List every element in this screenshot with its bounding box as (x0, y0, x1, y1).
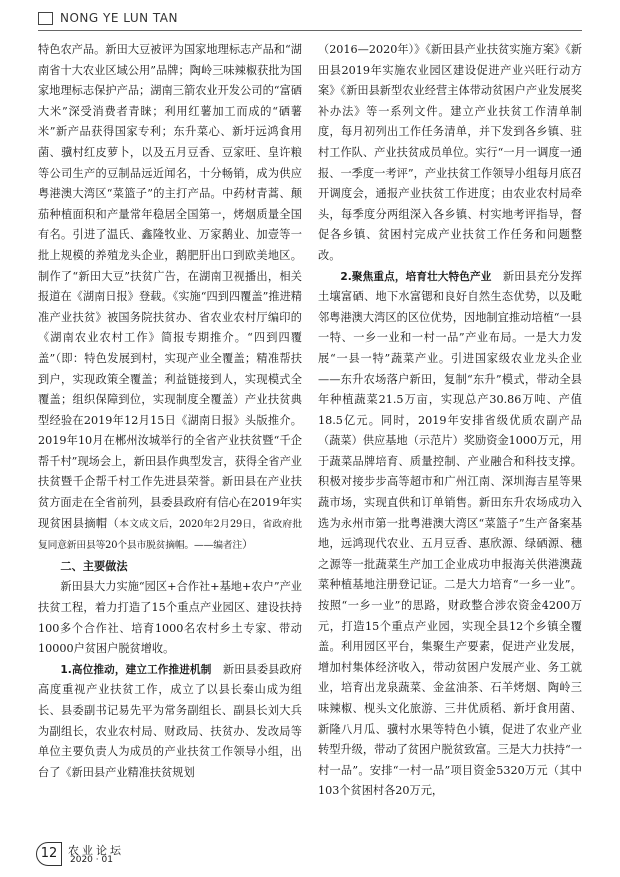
page-header (38, 8, 582, 34)
subsection-title: 1.高位推动，建立工作推进机制 (60, 663, 212, 676)
magazine-issue: 2020 · 01 (70, 855, 113, 865)
paragraph: 特色农产品。新田大豆被评为国家地理标志产品和“湖南省十大农业区域公用”品牌；陶岭三味辣椒获批为国家地理标志保护产品；湖南三箭农业开发公司的“富硒大米”深受消费者青睐；利用红薯加工而成的“硒薯米”新产品获得国家专利；东升菜心、新圩远鸿食用菌、骥村红皮萝卜，以及五月豆香、豆家旺、皇许粮等公司生产的豆制品远近闻名，十分畅销，成为供应粤港澳大湾区“菜篮子”的主打产品。中药材青蒿、颠茄种植面积和产量常年稳居全国第一，烤烟质量全国有名。引进了温氏、鑫隆牧业、万家鹅业、加壹等一批上规模的养殖龙头企业，鹅肥肝出口到欧美地区。制作了“新田大豆”扶贫广告，在湖南卫视播出，相关报道在《湖南日报》登载。《实施“四到四覆盖”推进精准产业扶贫》被国务院扶贫办、省农业农村厅编印的《湖南农业农村工作》简报专期推介。“四到四覆盖”（即：特色发展到村，实现产业全覆盖；精准帮扶到户，实现政策全覆盖；利益链接到人，实现模式全覆盖；组织保障到位，实现制度全覆盖）产业扶贫典型经验在2019年12月15日《湖南日报》头版推介。2019年10月在郴州汝城举行的全省产业扶贫暨“千企帮千村”现场会上，新田县作典型发言，获得全省产业扶贫暨千企帮千村工作先进县荣誉。新田县在产业扶贫方面走在全省前列，县委县政府有信心在2019年实现贫困县摘帽（本文成文后，2020年2月29日，省政府批复同意新田县等20个县市脱贫摘帽。——编者注） (38, 43, 302, 552)
paragraph: 2.聚焦重点，培育壮大特色产业 新田县充分发挥土壤富硒、地下水富锶和良好自然生态优势，以及毗邻粤港澳大湾区的区位优势，因地制宜推动培植“一县一特、一乡一业和一村一品”产业布局。一是大力发展“一县一特”蔬菜产业。引进国家级农业龙头企业——东升农场落户新田，复制“东升”模式，带动全县年种植蔬菜21.5万亩，实现总产30.86万吨、产值18.5亿元。同时，2019年安排省级优质农副产品（蔬菜）供应基地（示范片）奖励资金1000万元，用于蔬菜品牌培育、质量控制、产业融合和科技支撑。积极对接步步高等超市和广州江南、深圳海吉星等果蔬市场，实现直供和订单销售。新田东升农场成功入选为永州市第一批粤港澳大湾区“菜篮子”生产备案基地，远鸿现代农业、五月豆香、惠欣源、绿硒源、穗之源等一批蔬菜生产加工企业成功申报海关供港澳蔬菜种植基地注册登记证。二是大力培育“一乡一业”。按照“一乡一业”的思路，财政整合涉农资金4200万元，打造15个重点产业园，实现全县12个乡镇全覆盖。利用园区平台，集聚生产要素，促进产业发展，增加村集体经济收入，带动贫困户发展产业、务工就业，培育出龙泉蔬菜、金盆油茶、石羊烤烟、陶岭三味辣椒、枧头文化旅游、三井优质稻、新圩食用菌、新隆八月瓜、骥村水果等特色小镇，促进了农业产业转型升级，带动了贫困户脱贫致富。三是大力扶持“一村一品”。安排“一村一品”项目资金5320万元（其中103个贫困村各20万元， (318, 269, 582, 798)
editor-note: 本文成文后，2020年2月29日，省政府批复同意新田县等20个县市脱贫摘帽。——编者注 (38, 518, 302, 552)
article-body (38, 40, 582, 830)
subsection-title: 2.聚焦重点，培育壮大特色产业 (340, 270, 492, 283)
section-heading: 二、主要做法 (60, 559, 128, 573)
page-number: 12 (36, 842, 62, 866)
header-title: NONG YE LUN TAN (60, 11, 178, 25)
magazine-name: 农业论坛 (68, 844, 124, 857)
header-square-icon (38, 12, 53, 25)
paragraph: 新田县大力实施“园区+合作社+基地+农户”产业扶贫工程，着力打造了15个重点产业园区、建设扶持100多个合作社、培育1000名农村乡土专家、带动10000户贫困户脱贫增收。 (38, 580, 302, 656)
paragraph: 1.高位推动，建立工作推进机制 新田县委县政府高度重视产业扶贫工作，成立了以县长秦山成为组长、县委副书记易先平为常务副组长、副县长刘大兵为副组长，农业农村局、财政局、扶贫办、发改局等单位主要负责人为成员的产业扶贫工作领导小组，出台了《新田县产业精准扶贫规划 (38, 662, 302, 779)
right-column (318, 40, 582, 830)
left-column (38, 40, 302, 830)
header-rule (38, 30, 582, 31)
page-footer (36, 842, 236, 870)
paragraph: （2016—2020年）》《新田县产业扶贫实施方案》《新田县2019年实施农业园区建设促进产业兴旺行动方案》《新田县新型农业经营主体带动贫困户产业发展奖补办法》等一系列文件。建立产业扶贫工作清单制度，每月初列出工作任务清单，并下发到各乡镇、驻村工作队、产业扶贫成员单位。实行“一月一调度一通报、一季度一考评”，产业扶贫工作领导小组每月底召开调度会，通报产业扶贫工作进度；由农业农村局牵头，每季度分两组深入各乡镇、村实地考评指导，督促各乡镇、贫困村完成产业扶贫工作任务和问题整改。 (318, 43, 582, 262)
